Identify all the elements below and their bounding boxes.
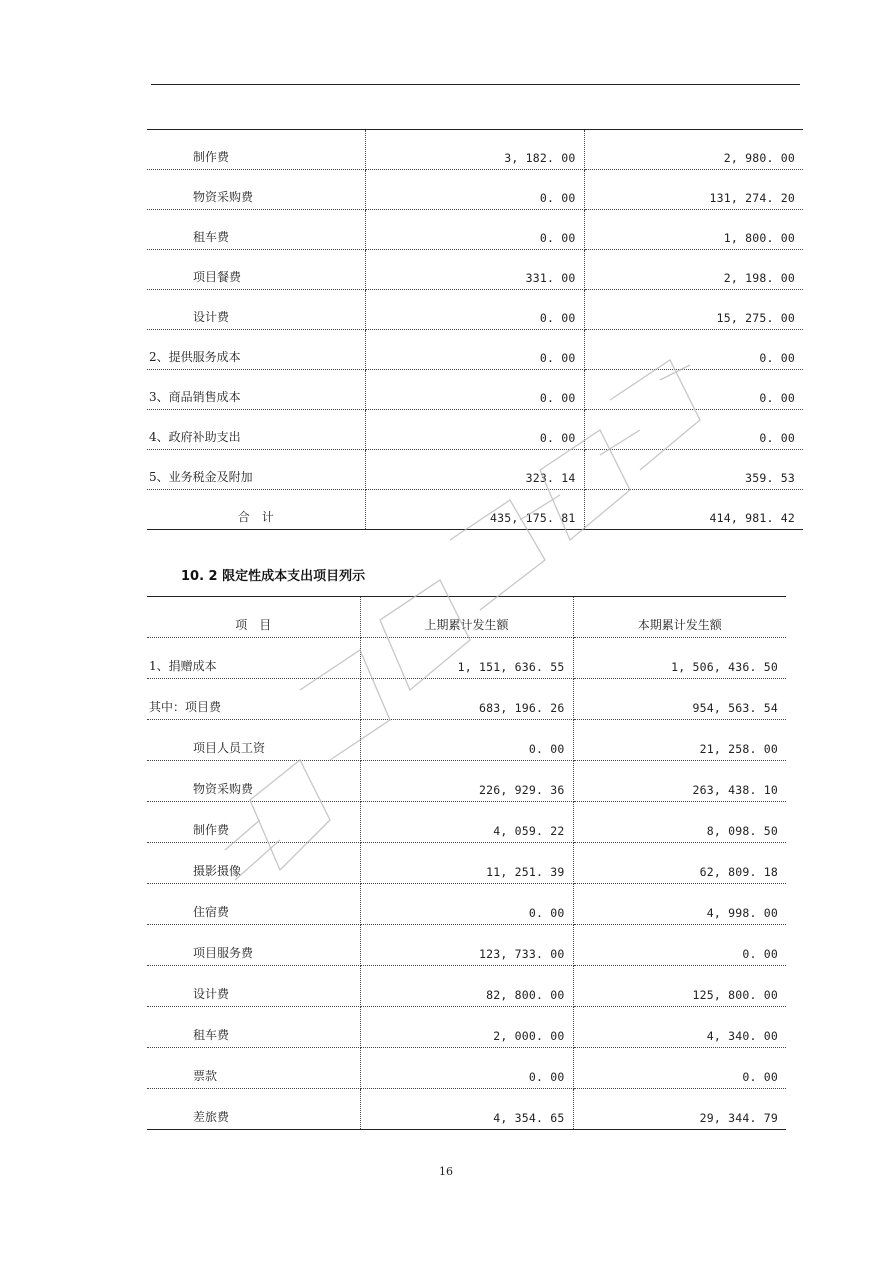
prev-period-value: 0. 00 xyxy=(360,884,573,925)
header-item: 项 目 xyxy=(147,597,360,638)
table-row xyxy=(147,130,803,170)
table-row xyxy=(147,330,803,370)
page-number: 16 xyxy=(439,1165,453,1178)
table-row xyxy=(147,1089,786,1130)
row-label: 项目餐费 xyxy=(147,250,365,290)
prev-period-value: 0. 00 xyxy=(365,370,584,410)
row-label: 差旅费 xyxy=(147,1089,360,1130)
row-label: 设计费 xyxy=(147,290,365,330)
section-heading: 10. 2 限定性成本支出项目列示 xyxy=(181,569,366,584)
table-row xyxy=(147,250,803,290)
prev-period-value: 0. 00 xyxy=(365,210,584,250)
row-label: 项目服务费 xyxy=(147,925,360,966)
table-row xyxy=(147,410,803,450)
table-row xyxy=(147,1007,786,1048)
curr-period-value: 131, 274. 20 xyxy=(584,170,803,210)
prev-period-value: 0. 00 xyxy=(360,720,573,761)
table-row xyxy=(147,450,803,490)
header-curr-period: 本期累计发生额 xyxy=(573,597,786,638)
curr-period-value: 0. 00 xyxy=(573,1048,786,1089)
curr-period-value: 2, 980. 00 xyxy=(584,130,803,170)
curr-period-value: 0. 00 xyxy=(573,925,786,966)
row-label: 制作费 xyxy=(147,802,360,843)
curr-period-value: 263, 438. 10 xyxy=(573,761,786,802)
table-row xyxy=(147,966,786,1007)
total-label: 合 计 xyxy=(147,490,365,530)
prev-period-value: 2, 000. 00 xyxy=(360,1007,573,1048)
row-label: 5、业务税金及附加 xyxy=(147,450,365,490)
prev-period-value: 3, 182. 00 xyxy=(365,130,584,170)
curr-period-value: 21, 258. 00 xyxy=(573,720,786,761)
curr-period-value: 2, 198. 00 xyxy=(584,250,803,290)
prev-period-value: 1, 151, 636. 55 xyxy=(360,638,573,679)
row-label: 制作费 xyxy=(147,130,365,170)
table-row xyxy=(147,210,803,250)
row-label: 住宿费 xyxy=(147,884,360,925)
curr-period-value: 8, 098. 50 xyxy=(573,802,786,843)
table-row xyxy=(147,370,803,410)
prev-period-value: 0. 00 xyxy=(365,330,584,370)
prev-period-value: 683, 196. 26 xyxy=(360,679,573,720)
row-label: 设计费 xyxy=(147,966,360,1007)
table-header-row xyxy=(147,597,786,638)
header-prev-period: 上期累计发生额 xyxy=(360,597,573,638)
prev-period-value: 226, 929. 36 xyxy=(360,761,573,802)
row-label: 摄影摄像 xyxy=(147,843,360,884)
curr-period-value: 125, 800. 00 xyxy=(573,966,786,1007)
row-label: 其中：项目费 xyxy=(147,679,360,720)
row-label: 租车费 xyxy=(147,210,365,250)
prev-period-value: 4, 059. 22 xyxy=(360,802,573,843)
prev-period-value: 11, 251. 39 xyxy=(360,843,573,884)
row-label: 租车费 xyxy=(147,1007,360,1048)
total-prev-value: 435, 175. 81 xyxy=(365,490,584,530)
curr-period-value: 4, 340. 00 xyxy=(573,1007,786,1048)
row-label: 2、提供服务成本 xyxy=(147,330,365,370)
curr-period-value: 954, 563. 54 xyxy=(573,679,786,720)
table-row xyxy=(147,843,786,884)
prev-period-value: 323. 14 xyxy=(365,450,584,490)
table-row xyxy=(147,638,786,679)
curr-period-value: 0. 00 xyxy=(584,330,803,370)
table-row xyxy=(147,802,786,843)
row-label: 3、商品销售成本 xyxy=(147,370,365,410)
total-row xyxy=(147,490,803,530)
curr-period-value: 29, 344. 79 xyxy=(573,1089,786,1130)
prev-period-value: 82, 800. 00 xyxy=(360,966,573,1007)
prev-period-value: 331. 00 xyxy=(365,250,584,290)
prev-period-value: 0. 00 xyxy=(360,1048,573,1089)
table-row xyxy=(147,170,803,210)
curr-period-value: 0. 00 xyxy=(584,370,803,410)
curr-period-value: 0. 00 xyxy=(584,410,803,450)
table-row xyxy=(147,720,786,761)
row-label: 物资采购费 xyxy=(147,761,360,802)
table-row xyxy=(147,1048,786,1089)
curr-period-value: 1, 506, 436. 50 xyxy=(573,638,786,679)
curr-period-value: 4, 998. 00 xyxy=(573,884,786,925)
prev-period-value: 0. 00 xyxy=(365,290,584,330)
table-row xyxy=(147,761,786,802)
table-row xyxy=(147,290,803,330)
restricted-cost-table xyxy=(147,596,786,1130)
prev-period-value: 123, 733. 00 xyxy=(360,925,573,966)
curr-period-value: 62, 809. 18 xyxy=(573,843,786,884)
prev-period-value: 0. 00 xyxy=(365,410,584,450)
prev-period-value: 4, 354. 65 xyxy=(360,1089,573,1130)
curr-period-value: 1, 800. 00 xyxy=(584,210,803,250)
row-label: 票款 xyxy=(147,1048,360,1089)
table-row xyxy=(147,679,786,720)
prev-period-value: 0. 00 xyxy=(365,170,584,210)
curr-period-value: 359. 53 xyxy=(584,450,803,490)
row-label: 项目人员工资 xyxy=(147,720,360,761)
total-curr-value: 414, 981. 42 xyxy=(584,490,803,530)
table-row xyxy=(147,884,786,925)
cost-table-continued xyxy=(147,129,803,530)
table-row xyxy=(147,925,786,966)
row-label: 1、捐赠成本 xyxy=(147,638,360,679)
curr-period-value: 15, 275. 00 xyxy=(584,290,803,330)
row-label: 4、政府补助支出 xyxy=(147,410,365,450)
header-rule xyxy=(151,84,800,85)
row-label: 物资采购费 xyxy=(147,170,365,210)
